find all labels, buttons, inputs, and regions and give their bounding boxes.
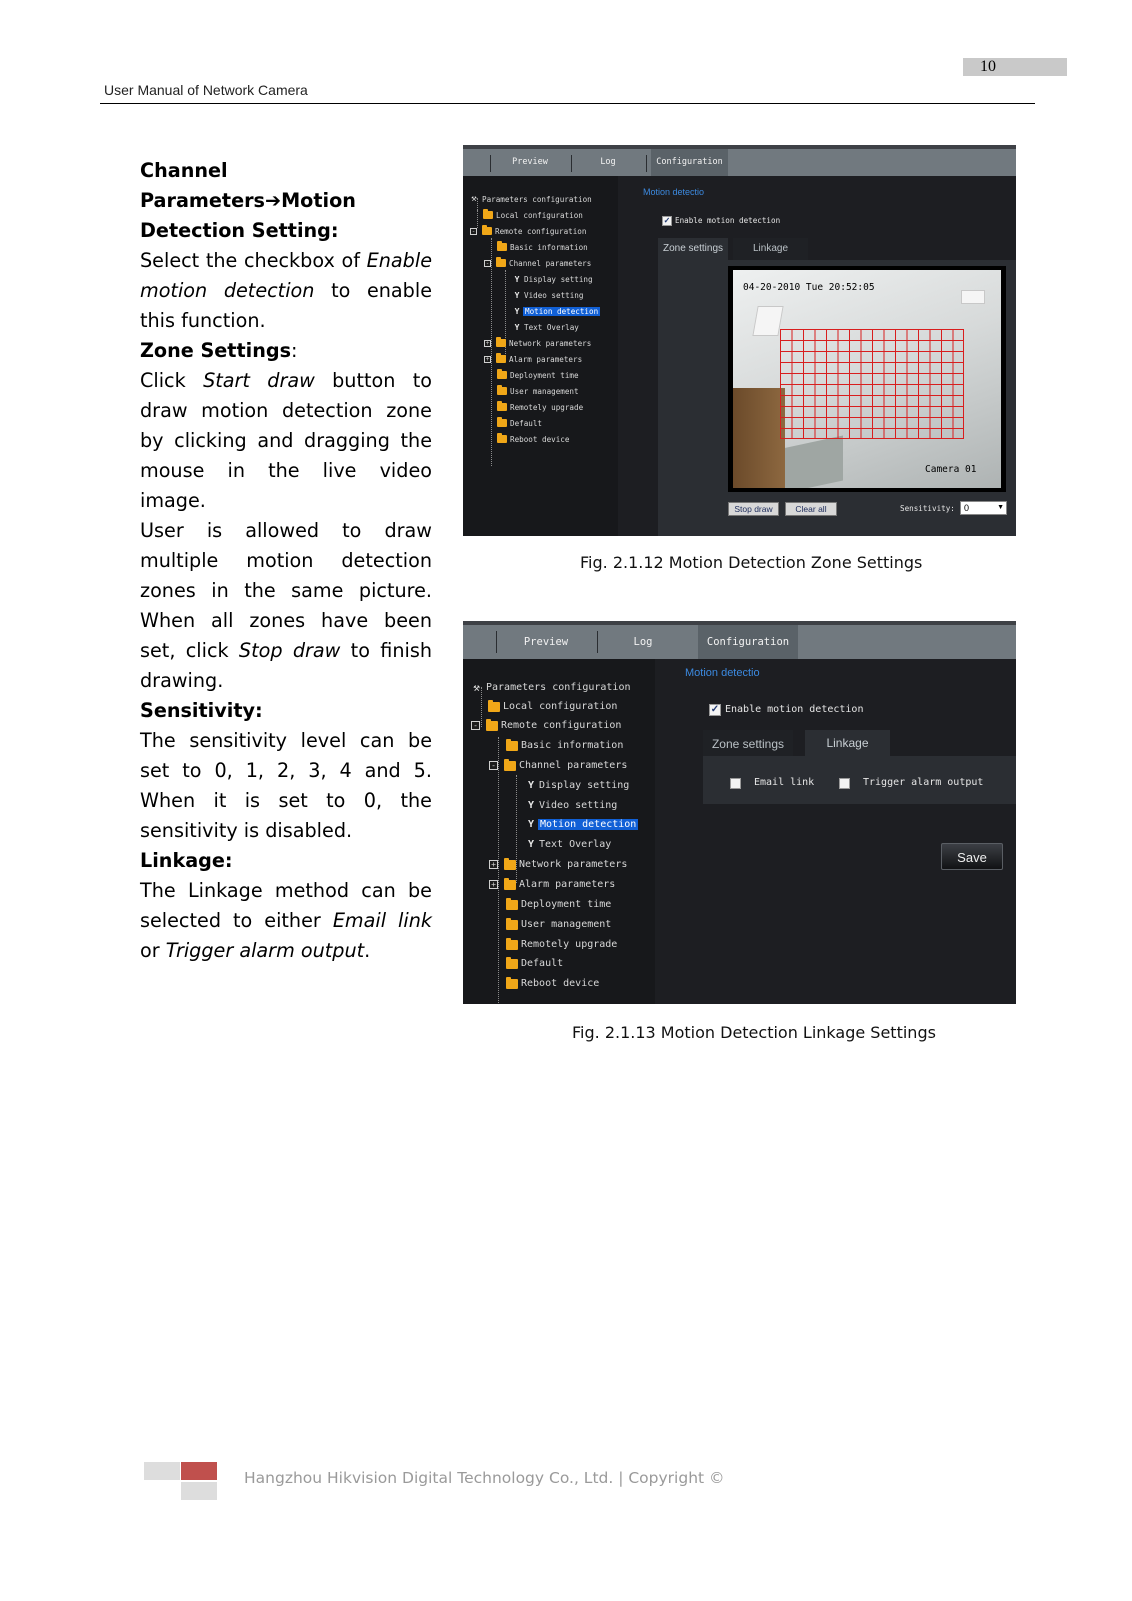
folder-icon <box>506 900 518 910</box>
folder-icon <box>496 355 506 363</box>
tab-log[interactable]: Log <box>600 157 616 167</box>
tree-motion-detection[interactable]: Y Motion detection <box>527 819 637 830</box>
door-frame <box>733 388 785 488</box>
wrench-icon: Y <box>514 274 520 284</box>
tree-reboot-device[interactable]: Reboot device <box>506 976 599 991</box>
folder-icon <box>504 860 516 870</box>
tab-zone-settings[interactable]: Zone settings <box>658 238 728 260</box>
enable-motion-detection-checkbox[interactable]: ✓ <box>710 704 720 715</box>
tab-log[interactable]: Log <box>633 636 653 648</box>
top-navigation-bar <box>463 621 1016 659</box>
figure-caption-zone-settings: Fig. 2.1.12 Motion Detection Zone Settings <box>580 553 923 572</box>
header-divider <box>100 103 1035 104</box>
section-heading-sensitivity: Sensitivity: <box>140 699 263 722</box>
folder-icon <box>504 880 516 890</box>
folder-icon <box>496 339 506 347</box>
stop-draw-button[interactable]: Stop draw <box>728 502 779 516</box>
folder-icon <box>497 419 507 427</box>
wrench-icon: ⚒ <box>471 194 477 204</box>
tab-zone-settings[interactable]: Zone settings <box>703 730 793 756</box>
paragraph-enable: Select the checkbox of Enable motion detection to enable this function. <box>140 249 432 332</box>
folder-icon <box>486 721 498 731</box>
collapse-icon[interactable]: - <box>471 227 476 235</box>
tree-default[interactable]: Default <box>497 417 542 429</box>
tree-remote-configuration[interactable]: - Remote configuration <box>471 226 587 236</box>
top-navigation-bar <box>463 145 1016 176</box>
wrench-icon: Y <box>527 819 535 830</box>
tab-configuration[interactable]: Configuration <box>651 149 728 176</box>
tree-basic-information[interactable]: Basic information <box>506 738 623 753</box>
footer-copyright: Hangzhou Hikvision Digital Technology Co., Ltd. | Copyright © <box>244 1469 725 1487</box>
tree-text-overlay[interactable]: Y Text Overlay <box>514 322 579 332</box>
wrench-icon: Y <box>514 290 520 300</box>
tree-channel-parameters[interactable]: - Channel parameters <box>489 758 627 773</box>
folder-icon <box>506 920 518 930</box>
tree-channel-parameters[interactable]: - Channel parameters <box>485 258 592 268</box>
panel-title: Motion detectio <box>685 667 760 679</box>
trigger-alarm-output-label: Trigger alarm output <box>863 777 984 788</box>
collapse-icon[interactable]: - <box>489 761 498 770</box>
wrench-icon: Y <box>527 800 535 811</box>
wrench-icon: Y <box>527 780 535 791</box>
section-heading-linkage: Linkage: <box>140 849 233 872</box>
page-number: 10 <box>980 58 996 75</box>
sensitivity-select[interactable]: 0 ▼ <box>960 501 1007 515</box>
expand-icon[interactable]: + <box>485 339 490 347</box>
tree-network-parameters[interactable]: + Network parameters <box>489 857 627 872</box>
tree-parameters-configuration[interactable]: ⚒ Parameters configuration <box>468 193 592 205</box>
sensitivity-label: Sensitivity: <box>900 504 955 513</box>
folder-icon <box>497 435 507 443</box>
footer-logo-gray-top <box>144 1462 180 1480</box>
paragraph-start-draw: Click Start draw button to draw motion detection zone by clicking and dragging the mouse in the live video image. <box>140 369 433 512</box>
tab-preview[interactable]: Preview <box>512 157 548 167</box>
wrench-icon: Y <box>514 306 520 316</box>
footer-logo-gray-bottom <box>181 1482 217 1500</box>
folder-icon <box>497 403 507 411</box>
video-timestamp-overlay: 04-20-2010 Tue 20:52:05 <box>743 282 875 293</box>
document-header-title: User Manual of Network Camera <box>104 82 308 98</box>
motion-detection-grid[interactable] <box>780 329 964 439</box>
folder-icon <box>506 959 518 969</box>
tree-local-configuration[interactable]: Local configuration <box>488 699 617 714</box>
folder-icon <box>504 761 516 771</box>
expand-icon[interactable]: + <box>489 880 498 889</box>
tree-motion-detection[interactable]: Y Motion detection <box>514 306 599 316</box>
folder-icon <box>497 243 507 251</box>
tree-video-setting[interactable]: Y Video setting <box>527 800 618 811</box>
folder-icon <box>506 979 518 989</box>
collapse-icon[interactable]: - <box>471 721 480 730</box>
enable-motion-detection-checkbox[interactable]: ✓ <box>663 216 671 225</box>
tree-display-setting[interactable]: Y Display setting <box>527 780 630 791</box>
folder-icon <box>483 211 493 219</box>
tab-linkage[interactable]: Linkage <box>805 730 890 756</box>
section-heading-channel-parameters: Channel Parameters➔Motion <box>140 159 356 212</box>
ceiling-lamp <box>752 306 783 336</box>
section-heading-detection-setting: Detection Setting: <box>140 219 339 242</box>
tree-local-configuration[interactable]: Local configuration <box>483 209 583 221</box>
paragraph-multiple-zones: User is allowed to draw multiple motion detection zones in the same picture. When all zones have been set, click Stop draw to finish drawing. <box>140 519 432 692</box>
tree-remote-configuration[interactable]: - Remote configuration <box>471 718 621 733</box>
paragraph-linkage: The Linkage method can be selected to either Email link or Trigger alarm output. <box>140 879 432 962</box>
section-heading-zone-settings: Zone Settings: <box>140 339 298 362</box>
tree-deployment-time[interactable]: Deployment time <box>506 897 611 912</box>
tree-display-setting[interactable]: Y Display setting <box>514 274 593 284</box>
tree-basic-information[interactable]: Basic information <box>497 241 588 253</box>
trigger-alarm-output-checkbox[interactable] <box>839 778 850 789</box>
paragraph-sensitivity: The sensitivity level can be set to 0, 1, 2, 3, 4 and 5. When it is set to 0, the sensitivity is disabled. <box>140 729 432 842</box>
folder-icon <box>497 387 507 395</box>
chevron-down-icon: ▼ <box>997 504 1004 511</box>
tree-alarm-parameters[interactable]: + Alarm parameters <box>485 354 583 364</box>
arrow-right-icon: ➔ <box>264 189 282 212</box>
tree-reboot-device[interactable]: Reboot device <box>497 433 569 445</box>
email-link-label: Email link <box>754 777 815 788</box>
tab-configuration[interactable]: Configuration <box>698 625 798 659</box>
body-text-column <box>140 156 432 966</box>
wrench-icon: Y <box>514 322 520 332</box>
configuration-tree-panel <box>463 176 618 536</box>
save-button[interactable]: Save <box>941 843 1003 870</box>
tree-default[interactable]: Default <box>506 956 563 971</box>
enable-motion-detection-label: Enable motion detection <box>675 216 781 225</box>
folder-icon <box>506 741 518 751</box>
tree-remotely-upgrade[interactable]: Remotely upgrade <box>506 937 617 952</box>
tree-user-management[interactable]: User management <box>497 385 579 397</box>
tree-user-management[interactable]: User management <box>506 917 611 932</box>
live-video-frame <box>728 266 1006 492</box>
expand-icon[interactable]: + <box>485 355 490 363</box>
tree-text-overlay[interactable]: Y Text Overlay <box>527 839 612 850</box>
configuration-tree-panel <box>463 659 655 1004</box>
folder-icon <box>497 371 507 379</box>
expand-icon[interactable]: + <box>489 860 498 869</box>
email-link-checkbox[interactable] <box>730 778 741 789</box>
tree-parameters-configuration[interactable]: ⚒ Parameters configuration <box>469 680 631 695</box>
ceiling-lamp <box>961 290 985 304</box>
folder-icon <box>496 259 506 267</box>
video-camera-name-overlay: Camera 01 <box>925 464 977 475</box>
tree-video-setting[interactable]: Y Video setting <box>514 290 584 300</box>
screenshot-linkage-settings <box>463 621 1016 1004</box>
tree-remotely-upgrade[interactable]: Remotely upgrade <box>497 401 583 413</box>
tree-network-parameters[interactable]: + Network parameters <box>485 338 592 348</box>
wrench-icon: ⚒ <box>473 681 480 694</box>
figure-caption-linkage-settings: Fig. 2.1.13 Motion Detection Linkage Settings <box>572 1023 936 1042</box>
tree-alarm-parameters[interactable]: + Alarm parameters <box>489 877 615 892</box>
live-video-image[interactable] <box>733 270 1001 488</box>
screenshot-zone-settings <box>463 145 1016 536</box>
tab-linkage[interactable]: Linkage <box>733 238 808 260</box>
folder-icon <box>482 227 492 235</box>
tree-deployment-time[interactable]: Deployment time <box>497 369 579 381</box>
configuration-tree <box>463 176 618 536</box>
panel-title: Motion detectio <box>643 187 705 197</box>
folder-icon <box>488 702 500 712</box>
wrench-icon: Y <box>527 839 535 850</box>
folder-icon <box>506 940 518 950</box>
configuration-tree <box>463 659 655 1004</box>
footer-logo-red <box>181 1462 217 1480</box>
enable-motion-detection-label: Enable motion detection <box>725 704 864 715</box>
collapse-icon[interactable]: - <box>485 259 490 267</box>
tab-preview[interactable]: Preview <box>523 636 569 648</box>
clear-all-button[interactable]: Clear all <box>785 502 837 516</box>
